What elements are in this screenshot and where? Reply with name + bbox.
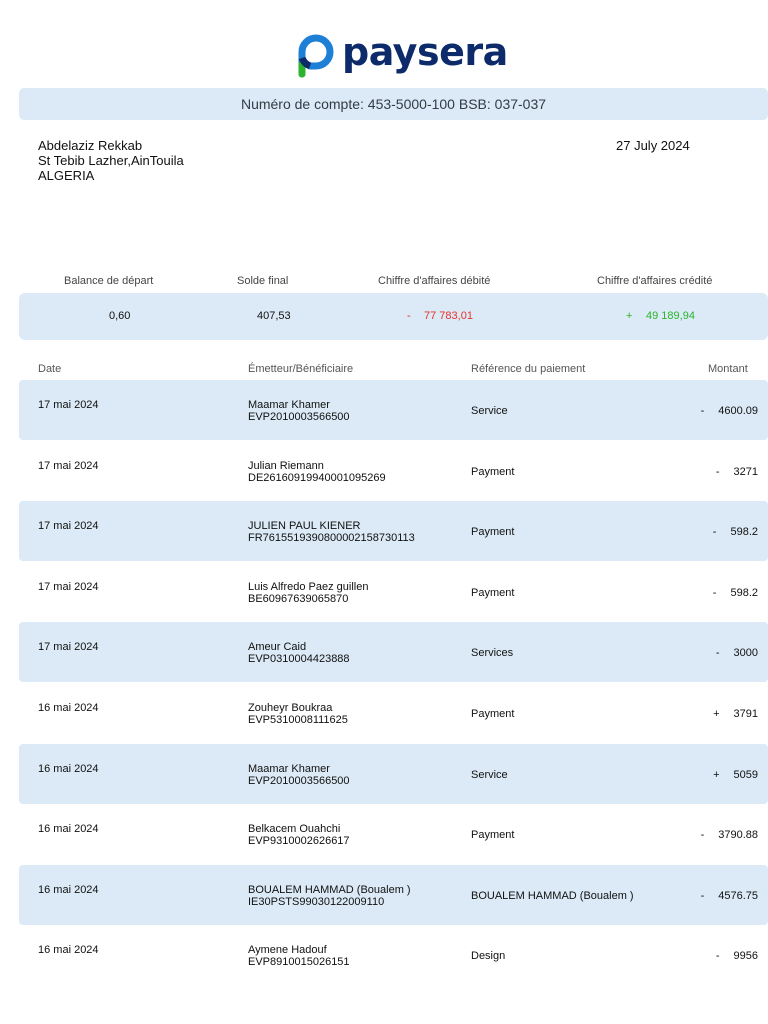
row-payee-name: Luis Alfredo Paez guillen [248, 581, 369, 593]
final-balance: 407,53 [257, 310, 291, 322]
row-reference: Payment [471, 829, 515, 841]
row-reference: Payment [471, 587, 515, 599]
debit-total: 77 783,01 [424, 310, 473, 322]
start-balance: 0,60 [109, 310, 131, 322]
table-row [19, 925, 768, 985]
row-amount-sign: + [713, 769, 720, 781]
row-amount-cell [701, 829, 758, 841]
row-date: 17 mai 2024 [38, 641, 99, 653]
credit-total: 49 189,94 [646, 310, 695, 322]
row-amount-cell [716, 950, 758, 962]
summary-header-end: Solde final [237, 275, 289, 287]
row-payee-account: IE30PSTS99030122009110 [248, 896, 385, 908]
table-row [19, 501, 768, 561]
row-amount-sign: - [715, 466, 720, 478]
row-amount-sign: - [700, 829, 705, 841]
account-number-bar [19, 88, 768, 120]
column-header-payee: Émetteur/Bénéficiaire [248, 363, 354, 375]
row-amount-sign: - [715, 647, 720, 659]
account-number: Numéro de compte: 453-5000-100 BSB: 037-037 [240, 96, 547, 112]
row-amount: 5059 [733, 769, 758, 781]
row-amount-sign: - [712, 526, 717, 538]
row-date: 17 mai 2024 [38, 520, 99, 532]
credit-sign: + [626, 310, 633, 322]
row-payee-name: Julian Riemann [248, 460, 324, 472]
row-payee-name: Ameur Caid [248, 641, 307, 653]
summary-header-debit: Chiffre d'affaires débité [378, 275, 491, 287]
row-amount: 3790.88 [718, 829, 758, 841]
column-header-amount: Montant [708, 363, 748, 375]
row-amount-cell [713, 587, 758, 599]
row-payee-name: JULIEN PAUL KIENER [248, 520, 361, 532]
table-row [19, 865, 768, 925]
debit-sign: - [407, 310, 411, 322]
row-amount: 3791 [733, 708, 758, 720]
table-row [19, 683, 768, 743]
row-payee-account: EVP2010003566500 [248, 775, 350, 787]
brand-name: paysera [342, 30, 508, 74]
table-row [19, 622, 768, 682]
row-amount: 3000 [733, 647, 758, 659]
row-payee [248, 399, 350, 423]
row-amount: 598.2 [730, 526, 758, 538]
row-reference: Payment [471, 526, 515, 538]
customer-name: Abdelaziz Rekkab [38, 138, 143, 153]
row-payee-account: EVP9310002626617 [248, 835, 350, 847]
row-amount: 9956 [733, 950, 758, 962]
row-amount: 4576.75 [718, 890, 758, 902]
row-payee-account: EVP2010003566500 [248, 411, 350, 423]
row-amount-sign: - [715, 950, 720, 962]
table-row [19, 441, 768, 501]
table-row [19, 804, 768, 864]
statement-date: 27 July 2024 [616, 138, 690, 153]
row-payee-account: EVP5310008111625 [248, 714, 348, 726]
row-payee [248, 702, 348, 726]
row-amount-sign: + [713, 708, 720, 720]
row-reference: Services [471, 647, 514, 659]
row-amount-cell [713, 708, 758, 720]
customer-street: St Tebib Lazher,AinTouila [38, 153, 184, 168]
row-payee-account: FR7615519390800002158730113 [248, 532, 415, 544]
row-date: 16 mai 2024 [38, 944, 99, 956]
summary-header-start: Balance de départ [64, 275, 154, 287]
row-amount-cell [716, 647, 758, 659]
row-payee-name: Zouheyr Boukraa [248, 702, 333, 714]
row-amount-cell [713, 526, 758, 538]
row-payee-account: EVP8910015026151 [248, 956, 350, 968]
row-payee [248, 581, 368, 605]
row-payee-account: DE26160919940001095269 [248, 472, 386, 484]
column-header-date: Date [38, 363, 62, 375]
row-reference: Design [471, 950, 506, 962]
row-payee [248, 520, 415, 544]
row-amount: 3271 [733, 466, 758, 478]
row-reference: Service [471, 769, 508, 781]
table-row [19, 562, 768, 622]
row-payee [248, 460, 386, 484]
row-payee-name: BOUALEM HAMMAD (Boualem ) [248, 884, 411, 896]
row-reference: Service [471, 405, 508, 417]
table-row [19, 744, 768, 804]
row-amount-cell [701, 890, 758, 902]
customer-country: ALGERIA [38, 168, 95, 183]
row-payee-name: Belkacem Ouahchi [248, 823, 341, 835]
row-amount-sign: - [700, 890, 705, 902]
row-payee [248, 944, 350, 968]
row-date: 17 mai 2024 [38, 460, 99, 472]
row-date: 16 mai 2024 [38, 823, 99, 835]
row-payee [248, 641, 350, 665]
row-payee-account: BE60967639065870 [248, 593, 349, 605]
row-date: 16 mai 2024 [38, 702, 99, 714]
row-payee-account: EVP0310004423888 [248, 653, 350, 665]
row-amount-sign: - [712, 587, 717, 599]
row-date: 16 mai 2024 [38, 763, 99, 775]
paysera-logo-icon [298, 34, 334, 78]
customer-address [38, 138, 184, 183]
row-payee-name: Aymene Hadouf [248, 944, 327, 956]
row-payee [248, 884, 411, 908]
row-reference: Payment [471, 708, 515, 720]
table-row [19, 380, 768, 440]
row-reference: Payment [471, 466, 515, 478]
column-header-reference: Référence du paiement [471, 363, 586, 375]
row-amount: 4600.09 [718, 405, 758, 417]
row-amount-cell [716, 466, 758, 478]
paysera-logo [298, 30, 508, 78]
row-amount-cell [701, 405, 758, 417]
row-reference: BOUALEM HAMMAD (Boualem ) [471, 890, 634, 902]
row-payee-name: Maamar Khamer [248, 763, 330, 775]
row-amount-cell [713, 769, 758, 781]
row-date: 16 mai 2024 [38, 884, 99, 896]
row-date: 17 mai 2024 [38, 581, 99, 593]
row-payee [248, 763, 350, 787]
row-date: 17 mai 2024 [38, 399, 99, 411]
row-amount: 598.2 [730, 587, 758, 599]
row-payee-name: Maamar Khamer [248, 399, 330, 411]
row-amount-sign: - [700, 405, 705, 417]
summary-header-credit: Chiffre d'affaires crédité [597, 275, 713, 287]
row-payee [248, 823, 350, 847]
